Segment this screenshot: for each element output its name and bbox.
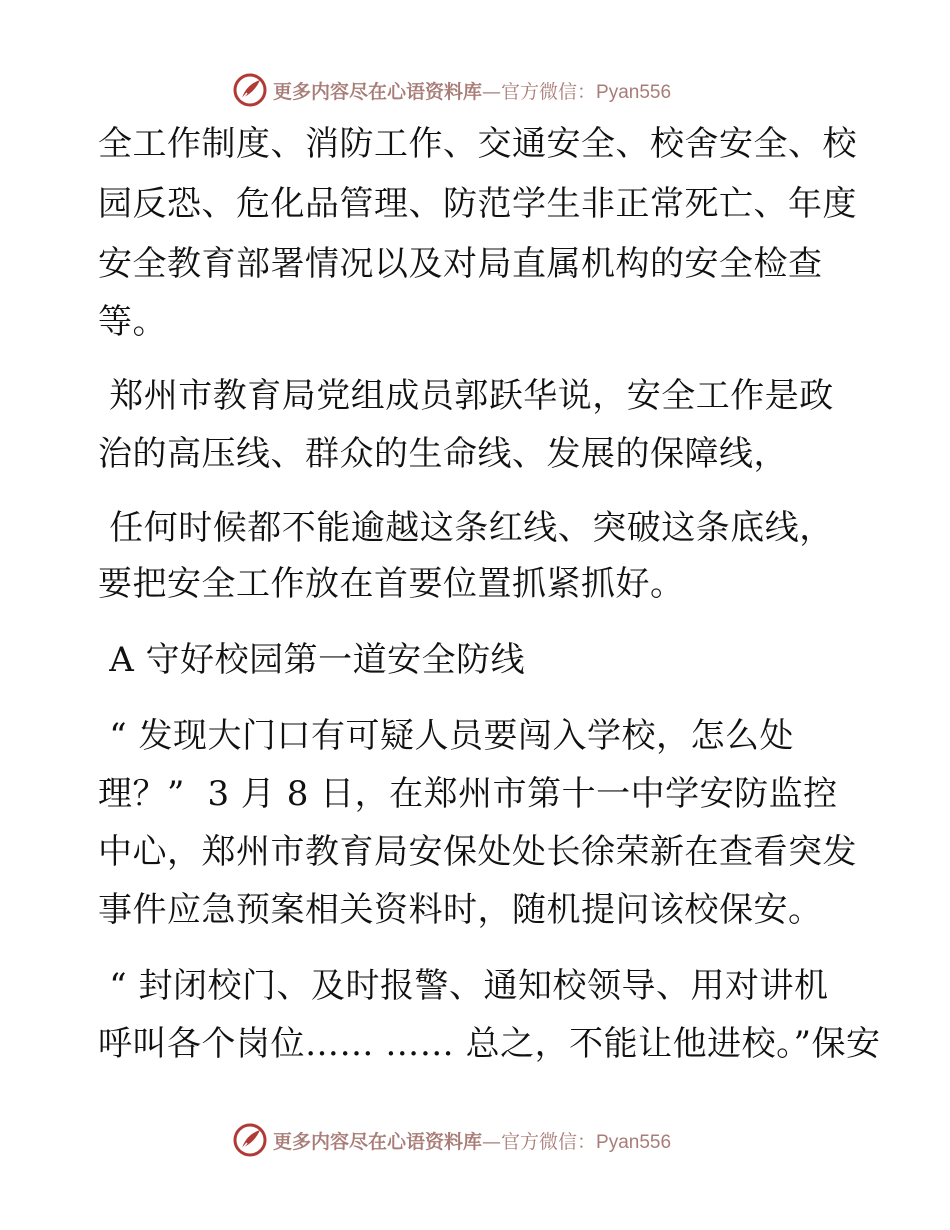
text-line: “ 发现大门口有可疑人员要闯入学校，怎么处 [98, 716, 794, 756]
watermark-text [273, 1127, 671, 1154]
feather-pen-icon [233, 73, 267, 107]
watermark-text [273, 77, 671, 104]
watermark-suffix: —官方微信： [482, 1130, 597, 1153]
watermark-wechat-id: Pyan556 [596, 1131, 672, 1153]
watermark-wechat-id: Pyan556 [596, 81, 672, 103]
text-line: 郑州市教育局党组成员郭跃华说，安全工作是政 [98, 376, 834, 416]
text-line: 等。 [98, 302, 167, 342]
text-line: 全工作制度、消防工作、交通安全、校舍安全、校 [98, 124, 857, 164]
text-line: 理？” 3 月 8 日，在郑州市第十一中学安防监控 [98, 774, 838, 814]
text-line: 呼叫各个岗位…… …… 总之，不能让他进校。”保安 [98, 1024, 881, 1064]
text-line: “ 封闭校门、及时报警、通知校领导、用对讲机 [98, 966, 829, 1006]
text-line: 安全教育部署情况以及对局直属机构的安全检查 [98, 244, 823, 284]
watermark-prefix: 更多内容尽在心语资料库 [273, 80, 483, 103]
text-line: 事件应急预案相关资料时，随机提问该校保安。 [98, 890, 823, 930]
text-line: 任何时候都不能逾越这条红线、突破这条底线， [98, 508, 834, 548]
watermark-prefix: 更多内容尽在心语资料库 [273, 1130, 483, 1153]
section-heading: A 守好校园第一道安全防线 [98, 640, 526, 680]
text-line: 要把安全工作放在首要位置抓紧抓好。 [98, 564, 685, 604]
text-line: 园反恐、危化品管理、防范学生非正常死亡、年度 [98, 184, 857, 224]
watermark-suffix: —官方微信： [482, 80, 597, 103]
text-line: 治的高压线、群众的生命线、发展的保障线， [98, 434, 788, 474]
watermark-header [233, 72, 671, 108]
feather-pen-icon [233, 1123, 267, 1157]
text-line: 中心，郑州市教育局安保处处长徐荣新在查看突发 [98, 832, 857, 872]
watermark-footer [233, 1122, 671, 1158]
